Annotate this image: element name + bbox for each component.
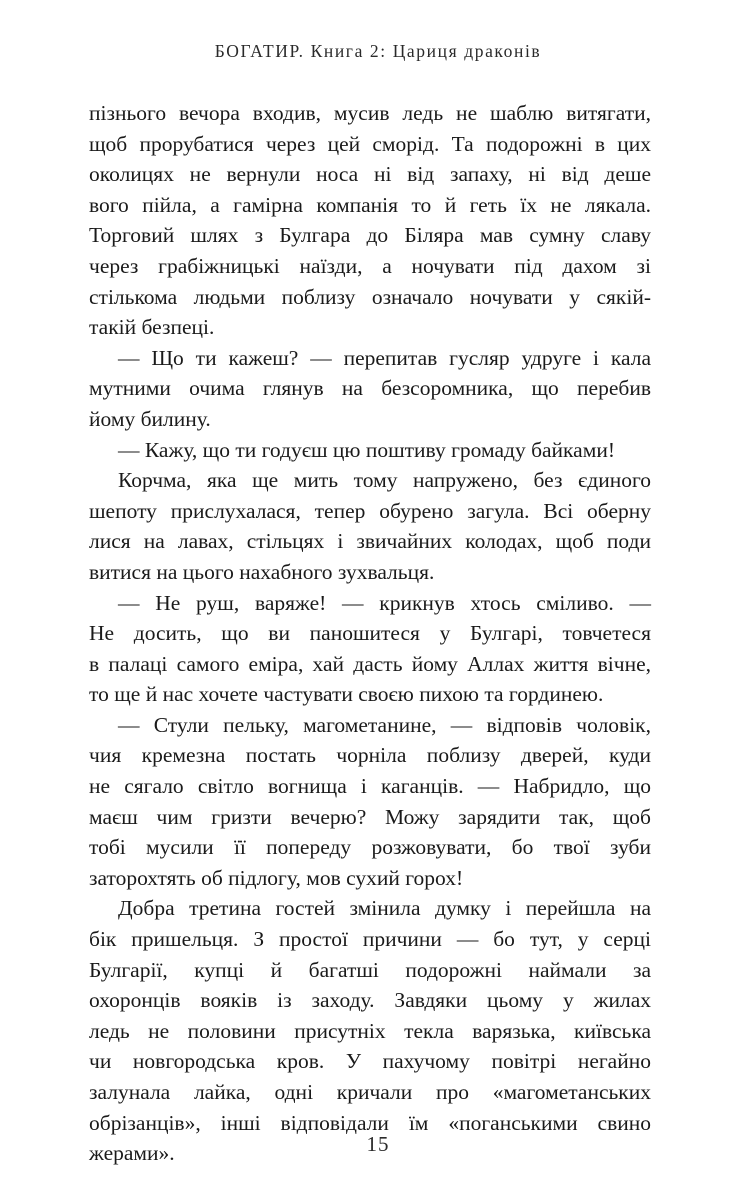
text-line-paragraph-end: йому билину. — [89, 406, 211, 431]
text-line: не сягало світло вогнища і каганців. — Набридло, що — [89, 774, 651, 799]
text-line: околицях не вернули носа ні від запаху, ні від деше — [89, 162, 651, 187]
text-line-paragraph-end: витися на цього нахабного зухвальця. — [89, 559, 435, 584]
text-line: залунала лайка, одні кричали про «магометанських — [89, 1080, 651, 1104]
text-line: лися на лавах, стільцях і звичайних колодах, щоб поди — [89, 529, 651, 554]
text-line: щоб прорубатися через цей сморід. Та подорожні в цих — [89, 131, 651, 156]
text-line: чи новгородська кров. У пахучому повітрі негайно — [89, 1049, 651, 1074]
running-header: БОГАТИР. Книга 2: Цариця драконів — [214, 41, 542, 61]
text-line: через грабіжницькі наїзди, а ночувати під дахом зі — [89, 253, 651, 278]
text-line-paragraph-end: заторохтять об підлогу, мов сухий горох! — [89, 865, 464, 890]
text-line: шепоту прислухалася, тепер обурено загула. Всі оберну — [89, 498, 651, 523]
text-line: маєш чим гризти вечерю? Можу зарядити так, щоб — [89, 804, 651, 829]
text-line: Не досить, що ви паношитеся у Булгарі, товчетеся — [89, 621, 651, 646]
text-line: в палаці самого еміра, хай дасть йому Аллах життя вічне, — [89, 651, 651, 676]
text-line: вого пійла, а гамірна компанія то й геть їх не лякала. — [89, 192, 651, 217]
text-line: чия кремезна постать чорніла поблизу дверей, куди — [89, 743, 651, 768]
text-line: обрізанців», інші відповідали їм «поганськими свино — [89, 1110, 651, 1135]
text-line-paragraph-start: — Не руш, варяже! — крикнув хтось сміливо. — — [118, 590, 651, 615]
text-line: тобі мусили її попереду розжовувати, бо твої зуби — [89, 835, 651, 860]
text-line: ледь не половини присутніх текла варязька, київська — [89, 1018, 651, 1043]
text-line: бік пришельця. З простої причини — бо тут, у серці — [89, 927, 651, 952]
text-line: Булгарії, купці й багатші подорожні наймали за — [89, 957, 651, 982]
text-line: мутними очима глянув на безсоромника, що перебив — [89, 376, 651, 401]
text-line-paragraph-start: Добра третина гостей змінила думку і перейшла на — [118, 896, 651, 921]
text-line-paragraph-end: то ще й нас хочете частувати своєю пихою та гординею. — [89, 682, 604, 707]
text-line-paragraph-end: такій безпеці. — [89, 315, 215, 340]
text-line-paragraph-start: — Кажу, що ти годуєш цю поштиву громаду байками! — [118, 437, 615, 462]
text-line-paragraph-start: Корчма, яка ще мить тому напружено, без єдиного — [118, 468, 651, 493]
text-line-paragraph-start: — Стули пельку, магометанине, — відповів чоловік, — [118, 712, 651, 737]
text-line-paragraph-end: жерами». — [89, 1141, 175, 1166]
text-line: пізнього вечора входив, мусив ледь не шаблю витягати, — [89, 101, 651, 125]
body-text — [89, 98, 651, 1169]
text-line: стількома людьми поблизу означало ночувати у сякій- — [89, 284, 651, 309]
text-line-paragraph-start: — Що ти кажеш? — перепитав гусляр удруге і кала — [118, 345, 651, 370]
text-line: Торговий шлях з Булгара до Біляра мав сумну славу — [89, 223, 651, 248]
text-line: охоронців вояків із заходу. Завдяки цьому у жилах — [89, 988, 651, 1013]
page-number: 15 — [366, 1132, 390, 1156]
